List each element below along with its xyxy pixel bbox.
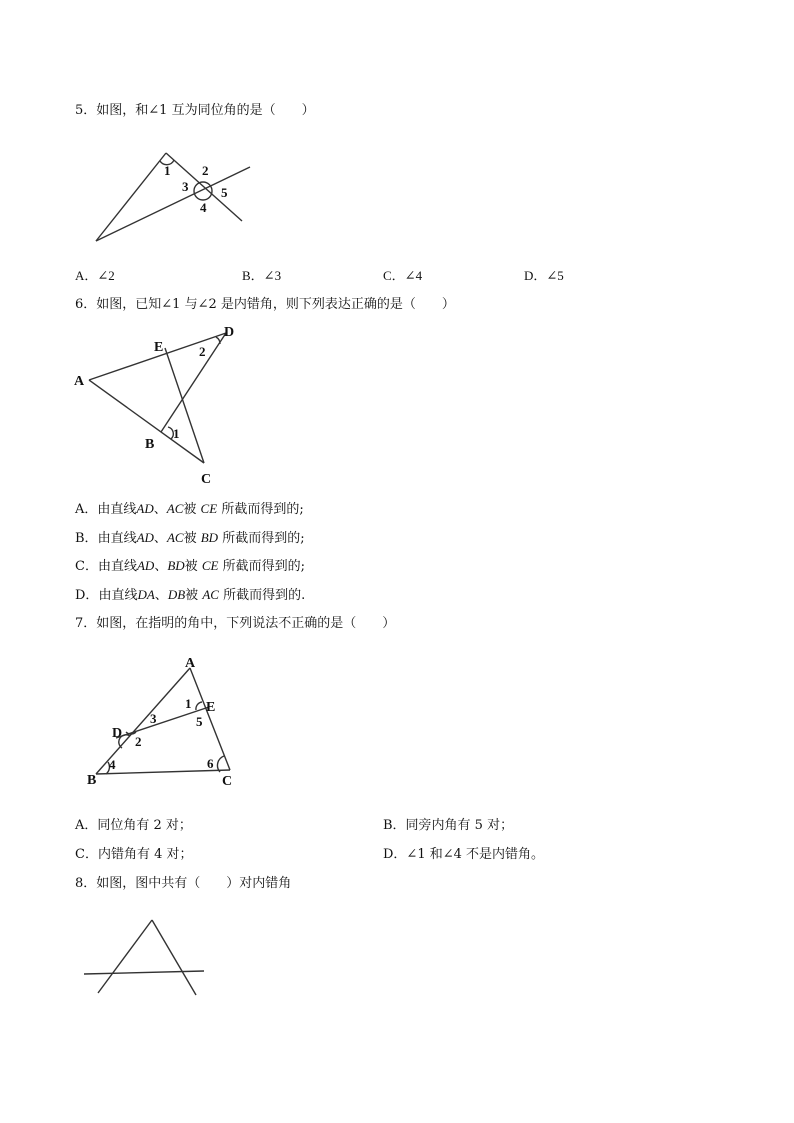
- q5-option-b: B．∠3: [242, 268, 282, 283]
- q5-option-c: C．∠4: [383, 268, 423, 283]
- q7-point-d: D: [112, 726, 123, 741]
- q6-point-a: A: [74, 374, 85, 389]
- q7-angle-2: 2: [135, 734, 142, 749]
- q6-figure: [72, 318, 242, 488]
- q7-angle-3: 3: [150, 711, 157, 726]
- q7-option-a: A．同位角有 2 对；: [75, 818, 192, 833]
- q6-point-d: D: [224, 325, 235, 340]
- q7-option-c: C．内错角有 4 对；: [75, 847, 193, 862]
- q7-stem: 7．如图，在指明的角中，下列说法不正确的是（ ）: [75, 616, 396, 631]
- q7-option-b: B．同旁内角有 5 对；: [383, 818, 514, 833]
- q6-angle-1: 1: [173, 426, 180, 441]
- q6-point-b: B: [145, 437, 155, 452]
- q5-stem: 5．如图，和∠1 互为同位角的是（ ）: [75, 103, 315, 118]
- q6-point-e: E: [154, 340, 164, 355]
- q6-option-b: B．由直线AD、AC被 BD 所截而得到的;: [75, 530, 305, 546]
- q8-figure: [80, 915, 210, 1000]
- q5-label-2: 2: [202, 163, 209, 178]
- q6-option-a: A．由直线AD、AC被 CE 所截而得到的;: [75, 501, 304, 517]
- q6-angle-2: 2: [199, 344, 206, 359]
- q6-point-c: C: [201, 472, 212, 487]
- q7-point-a: A: [185, 656, 196, 671]
- q5-figure: [90, 145, 260, 250]
- q7-angle-5: 5: [196, 714, 203, 729]
- q7-point-e: E: [206, 700, 216, 715]
- q7-point-c: C: [222, 774, 233, 789]
- q7-point-b: B: [87, 773, 97, 788]
- q7-angle-6: 6: [207, 756, 214, 771]
- q6-stem: 6．如图，已知∠1 与∠2 是内错角，则下列表达正确的是（ ）: [75, 297, 455, 312]
- q5-label-5: 5: [221, 185, 228, 200]
- q5-label-4: 4: [200, 200, 207, 215]
- q5-label-3: 3: [182, 179, 189, 194]
- q6-option-d: D．由直线DA、DB被 AC 所截而得到的.: [75, 587, 306, 603]
- q7-option-d: D．∠1 和∠4 不是内错角。: [383, 847, 545, 862]
- q7-angle-1: 1: [185, 696, 192, 711]
- q5-option-a: A．∠2: [75, 268, 115, 283]
- q5-label-1: 1: [164, 163, 171, 178]
- q5-option-d: D．∠5: [524, 268, 564, 283]
- q6-option-c: C．由直线AD、BD被 CE 所截而得到的;: [75, 558, 305, 574]
- q7-figure: [84, 652, 244, 792]
- q7-angle-4: 4: [109, 757, 116, 772]
- q8-stem: 8．如图，图中共有（ ）对内错角: [75, 876, 292, 891]
